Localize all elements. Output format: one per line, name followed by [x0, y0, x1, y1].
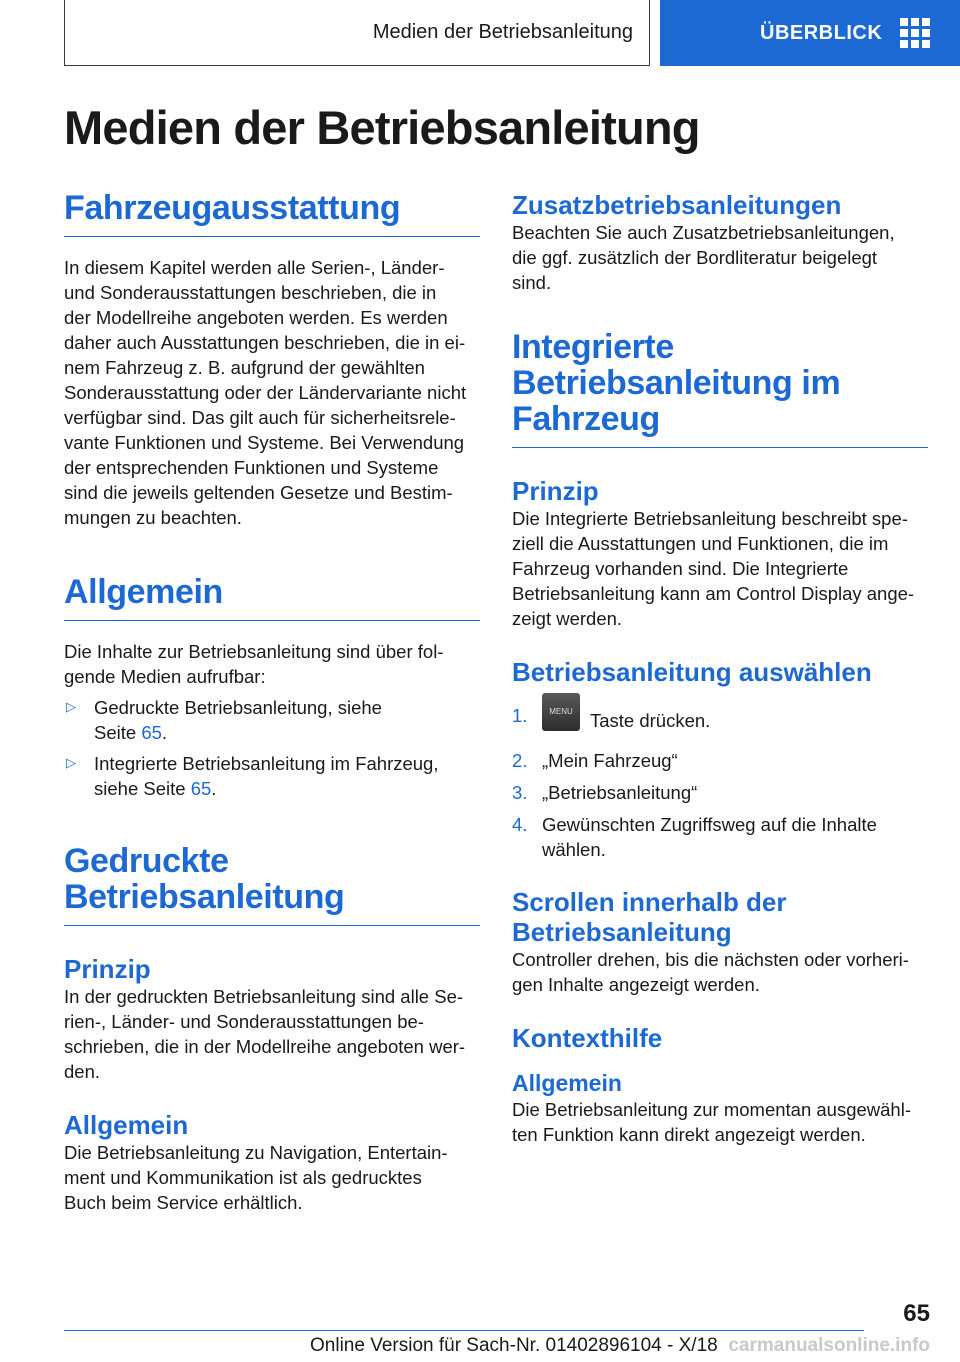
page-link[interactable]: 65 — [190, 778, 212, 799]
list-item: 3. „Betriebsanleitung“ — [512, 782, 698, 803]
heading-kontexthilfe: Kontexthilfe — [512, 1023, 663, 1053]
heading-gedruckte-betriebsanleitung: Gedruckte Betriebsanleitung — [64, 843, 480, 926]
page-number: 65 — [903, 1300, 930, 1327]
left-column — [64, 190, 480, 1215]
paragraph-prinzip: In der gedruckten Betriebsanleitung sind alle Se- rien-, Länder- und Sonderausstattungen be- schrieben, die in der Modellreihe angeboten wer- den. — [64, 986, 466, 1082]
header-section-title-text: Medien der Betriebsanleitung — [372, 21, 633, 43]
paragraph-zusatz: Beachten Sie auch Zusatzbetriebsanleitungen, die ggf. zusätzlich der Bordliteratur beigelegt sind. — [512, 222, 895, 293]
paragraph-prinzip-integriert: Die Integrierte Betriebsanleitung beschreibt spe- ziell die Ausstattungen und Funktionen, die im Fahrzeug vorhanden sind. Die Integrierte Betriebsanleitung kann am Control Display ange- zeigt werden. — [512, 508, 915, 629]
heading-prinzip: Prinzip — [64, 954, 151, 984]
list-item: 1. MENU Taste drücken. — [512, 703, 928, 741]
heading-fahrzeugausstattung: Fahrzeugausstattung — [64, 190, 480, 237]
page-title: Medien der Betriebsanleitung — [64, 101, 700, 154]
footer-divider — [64, 1330, 864, 1331]
heading-scrollen: Scrollen innerhalb der Betriebsanleitung — [512, 887, 787, 947]
list-item: ▷ Integrierte Betriebsanleitung im Fahrzeug, siehe Seite 65. — [66, 753, 439, 799]
heading-allgemein-kontext: Allgemein — [512, 1070, 622, 1096]
list-item: 2. „Mein Fahrzeug“ — [512, 750, 678, 771]
footer-online-version: Online Version für Sach-Nr. 01402896104 - X/18 — [310, 1335, 718, 1356]
list-item: ▷ Gedruckte Betriebsanleitung, siehe Seite 65. — [66, 697, 382, 743]
heading-integrierte-betriebsanleitung: Integrierte Betriebsanleitung im Fahrzeug — [512, 329, 928, 448]
right-column — [512, 190, 928, 1147]
heading-zusatzbetriebsanleitungen: Zusatzbetriebsanleitungen — [512, 190, 842, 220]
grid-icon[interactable] — [900, 18, 930, 48]
steps-list — [512, 703, 928, 862]
heading-allgemein: Allgemein — [64, 574, 480, 621]
list-item: 4. Gewünschten Zugriffsweg auf die Inhalte wählen. — [512, 814, 877, 860]
triangle-bullet-icon: ▷ — [66, 699, 76, 714]
paragraph-allgemein: Die Inhalte zur Betriebsanleitung sind über fol- gende Medien aufrufbar: — [64, 641, 444, 687]
watermark: carmanualsonline.info — [728, 1335, 930, 1356]
paragraph-allgemein-gedruckt: Die Betriebsanleitung zu Navigation, Entertain- ment und Kommunikation ist als gedrucktes Buch beim Service erhältlich. — [64, 1142, 448, 1213]
page-link[interactable]: 65 — [141, 722, 162, 743]
menu-button-icon: MENU — [542, 693, 580, 731]
heading-prinzip-integriert: Prinzip — [512, 476, 599, 506]
paragraph-fahrzeugausstattung: In diesem Kapitel werden alle Serien-, Länder- und Sonderausstattungen beschrieben, die in der Modellreihe angeboten werden. Es werden daher auch Ausstattungen beschrieben, die in ei- nem Fahrzeug z. B. aufgrund der gewählten Sonderausstattung oder der Ländervariante nicht verfügbar sind. Das gilt auch für sicherheitsrele- vante Funktionen und Systeme. Bei Verwendung der entsprechenden Funktionen und Systeme sind die jeweils geltenden Gesetze und Bestim- mungen zu beachten. — [64, 257, 467, 528]
triangle-bullet-icon: ▷ — [66, 755, 76, 770]
header-chapter-label: ÜBERBLICK — [760, 21, 883, 44]
media-list — [64, 695, 480, 801]
header-section-title — [64, 0, 650, 66]
heading-allgemein-gedruckt: Allgemein — [64, 1110, 189, 1140]
paragraph-allgemein-kontext: Die Betriebsanleitung zur momentan ausgewähl- ten Funktion kann direkt angezeigt werden. — [512, 1099, 911, 1145]
heading-betriebsanleitung-auswaehlen: Betriebsanleitung auswählen — [512, 657, 872, 687]
header-chapter-tab[interactable] — [660, 0, 960, 66]
paragraph-scrollen: Controller drehen, bis die nächsten oder vorheri- gen Inhalte angezeigt werden. — [512, 949, 909, 995]
